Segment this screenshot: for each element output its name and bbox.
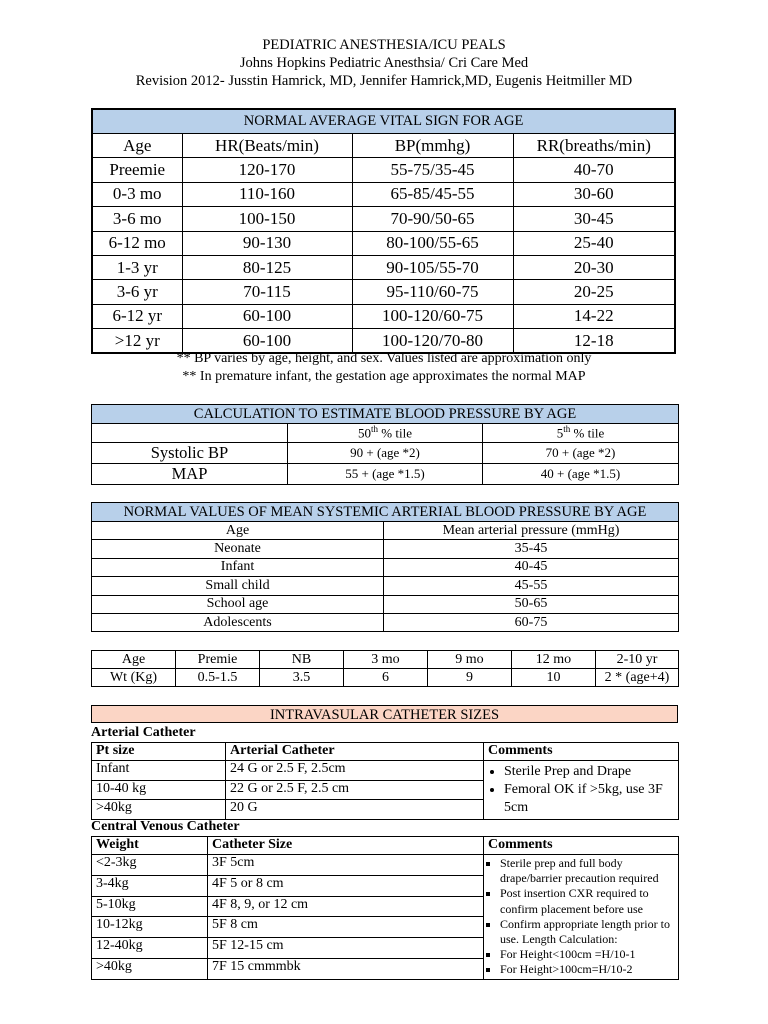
table-row: [92, 577, 679, 595]
table-row: [92, 207, 675, 231]
table-cell: 2-10 yr: [596, 651, 679, 669]
table-cell: Premie: [176, 651, 260, 669]
list-item: ▪ Sterile prep and full body drape/barrier precaution required: [500, 856, 676, 886]
table-row: [92, 613, 679, 631]
table-row: [92, 464, 679, 485]
table-cell: 12-40kg: [92, 938, 208, 959]
table-cell: >12 yr: [92, 329, 182, 353]
table-cell: 80-125: [182, 255, 352, 279]
table-cell: 6-12 mo: [92, 231, 182, 255]
table-cell: 90-105/55-70: [352, 255, 513, 279]
header-title: PEDIATRIC ANESTHESIA/ICU PEALS: [262, 37, 506, 53]
table-cell: Neonate: [92, 540, 384, 558]
table-cell: 60-100: [182, 329, 352, 353]
table-cell: 40 + (age *1.5): [483, 464, 679, 485]
table-row: [92, 304, 675, 328]
table-cell: 90 + (age *2): [288, 443, 483, 464]
table-row: [92, 182, 675, 206]
list-item: ▪ For Height<100cm =H/10-1: [500, 947, 676, 962]
table-row: [92, 761, 679, 781]
table-cell: 5F 12-15 cm: [208, 938, 484, 959]
table-cell: 3.5: [260, 669, 344, 687]
table-cell: 20-25: [513, 280, 675, 304]
bp-calculation-table: [91, 404, 679, 485]
table-cell: 4F 8, 9, or 12 cm: [208, 896, 484, 917]
table-row: [92, 443, 679, 464]
weight-by-age-table: [91, 650, 679, 687]
column-header: Catheter Size: [208, 837, 484, 855]
table-cell: 40-45: [384, 558, 679, 576]
catheter-sizes-title: INTRAVASULAR CATHETER SIZES: [91, 705, 678, 723]
list-item: • Sterile Prep and Drape: [504, 763, 674, 781]
table-cell: >40kg: [92, 800, 226, 820]
table-cell: 10-40 kg: [92, 780, 226, 800]
table-cell: 20 G: [226, 800, 484, 820]
table-cell: 22 G or 2.5 F, 2.5 cm: [226, 780, 484, 800]
document-header: [0, 36, 768, 90]
header-institution: Johns Hopkins Pediatric Anesthsia/ Cri Care Med: [239, 55, 529, 71]
table-cell: 3-6 mo: [92, 207, 182, 231]
arterial-catheter-label: Arterial Catheter: [91, 725, 196, 740]
list-item: • Femoral OK if >5kg, use 3F 5cm: [504, 781, 674, 817]
table-cell: Small child: [92, 577, 384, 595]
table-cell: 5F 8 cm: [208, 917, 484, 938]
map-note: ** In premature infant, the gestation age approximates the normal MAP: [182, 369, 586, 384]
table-cell: 70-115: [182, 280, 352, 304]
column-header: Weight: [92, 837, 208, 855]
table-cell: 30-45: [513, 207, 675, 231]
map-by-age-table: [91, 502, 679, 632]
table-cell: 3-6 yr: [92, 280, 182, 304]
table-cell: NB: [260, 651, 344, 669]
table-row: [92, 669, 679, 687]
bp-note: ** BP varies by age, height, and sex. Values listed are approximation only: [176, 351, 592, 366]
column-header: Age: [92, 522, 384, 540]
table-cell: Adolescents: [92, 613, 384, 631]
table-cell: 30-60: [513, 182, 675, 206]
table-cell: 100-120/60-75: [352, 304, 513, 328]
table-cell: 3 mo: [344, 651, 428, 669]
empty-cell: [92, 424, 288, 443]
table-row: [92, 255, 675, 279]
row-label: Systolic BP: [92, 443, 288, 464]
table-cell: 0-3 mo: [92, 182, 182, 206]
table-cell: 7F 15 cmmmbk: [208, 958, 484, 979]
column-header: Comments: [484, 837, 679, 855]
table-cell: >40kg: [92, 958, 208, 979]
column-header: Arterial Catheter: [226, 743, 484, 761]
table-cell: 3F 5cm: [208, 855, 484, 876]
table-cell: 45-55: [384, 577, 679, 595]
table-row: [92, 558, 679, 576]
table-cell: 1-3 yr: [92, 255, 182, 279]
table-cell: 12 mo: [512, 651, 596, 669]
table-cell: 120-170: [182, 158, 352, 182]
table-cell: 55-75/35-45: [352, 158, 513, 182]
row-label: Wt (Kg): [92, 669, 176, 687]
table-cell: Infant: [92, 558, 384, 576]
table-cell: 3-4kg: [92, 875, 208, 896]
table-cell: 110-160: [182, 182, 352, 206]
table-cell: 60-75: [384, 613, 679, 631]
table-cell: 12-18: [513, 329, 675, 353]
table-cell: 4F 5 or 8 cm: [208, 875, 484, 896]
table-row: [92, 540, 679, 558]
table-cell: 6-12 yr: [92, 304, 182, 328]
table-row: [92, 651, 679, 669]
table-row: [92, 595, 679, 613]
column-header: HR(Beats/min): [182, 134, 352, 158]
table-cell: <2-3kg: [92, 855, 208, 876]
table-cell: School age: [92, 595, 384, 613]
vital-signs-title: NORMAL AVERAGE VITAL SIGN FOR AGE: [92, 109, 675, 134]
table-cell: 10: [512, 669, 596, 687]
list-item: ▪ Confirm appropriate length prior to use. Length Calculation:: [500, 917, 676, 947]
table-cell: 5-10kg: [92, 896, 208, 917]
table-row: [92, 855, 679, 876]
vital-signs-table: [91, 108, 676, 354]
column-header: Pt size: [92, 743, 226, 761]
row-label: Age: [92, 651, 176, 669]
table-row: [92, 231, 675, 255]
table-cell: 70-90/50-65: [352, 207, 513, 231]
table-cell: 100-120/70-80: [352, 329, 513, 353]
table-cell: 35-45: [384, 540, 679, 558]
column-header-50th: 50th % tile: [288, 424, 483, 443]
table-cell: 20-30: [513, 255, 675, 279]
table-cell: 14-22: [513, 304, 675, 328]
cvc-label: Central Venous Catheter: [91, 819, 240, 834]
table-cell: 70 + (age *2): [483, 443, 679, 464]
table-cell: 25-40: [513, 231, 675, 255]
header-revision: Revision 2012- Jusstin Hamrick, MD, Jennifer Hamrick,MD, Eugenis Heitmiller MD: [135, 73, 633, 89]
row-label: MAP: [92, 464, 288, 485]
table-cell: 50-65: [384, 595, 679, 613]
list-item: ▪ Post insertion CXR required to confirm placement before use: [500, 886, 676, 916]
table-cell: 9 mo: [428, 651, 512, 669]
table-cell: 6: [344, 669, 428, 687]
list-item: ▪ For Height>100cm=H/10-2: [500, 962, 676, 977]
column-header-5th: 5th % tile: [483, 424, 679, 443]
table-cell: 80-100/55-65: [352, 231, 513, 255]
column-header: BP(mmhg): [352, 134, 513, 158]
table-cell: 100-150: [182, 207, 352, 231]
table-cell: 55 + (age *1.5): [288, 464, 483, 485]
table-row: [92, 280, 675, 304]
table-cell: 2 * (age+4): [596, 669, 679, 687]
table-row: [92, 158, 675, 182]
table-cell: 9: [428, 669, 512, 687]
column-header: Comments: [484, 743, 679, 761]
column-header: Mean arterial pressure (mmHg): [384, 522, 679, 540]
table-cell: 24 G or 2.5 F, 2.5cm: [226, 761, 484, 781]
arterial-catheter-table: [91, 742, 679, 820]
table-cell: Infant: [92, 761, 226, 781]
table-cell: 10-12kg: [92, 917, 208, 938]
bp-calculation-title: CALCULATION TO ESTIMATE BLOOD PRESSURE BY AGE: [92, 405, 679, 424]
cvc-comments: [484, 855, 679, 980]
table-cell: 40-70: [513, 158, 675, 182]
table-cell: 90-130: [182, 231, 352, 255]
table-cell: 0.5-1.5: [176, 669, 260, 687]
arterial-comments: [484, 761, 679, 820]
map-title: NORMAL VALUES OF MEAN SYSTEMIC ARTERIAL BLOOD PRESSURE BY AGE: [92, 503, 679, 522]
table-cell: 95-110/60-75: [352, 280, 513, 304]
table-cell: Preemie: [92, 158, 182, 182]
table-cell: 65-85/45-55: [352, 182, 513, 206]
cvc-table: [91, 836, 679, 980]
table-cell: 60-100: [182, 304, 352, 328]
column-header: RR(breaths/min): [513, 134, 675, 158]
column-header: Age: [92, 134, 182, 158]
